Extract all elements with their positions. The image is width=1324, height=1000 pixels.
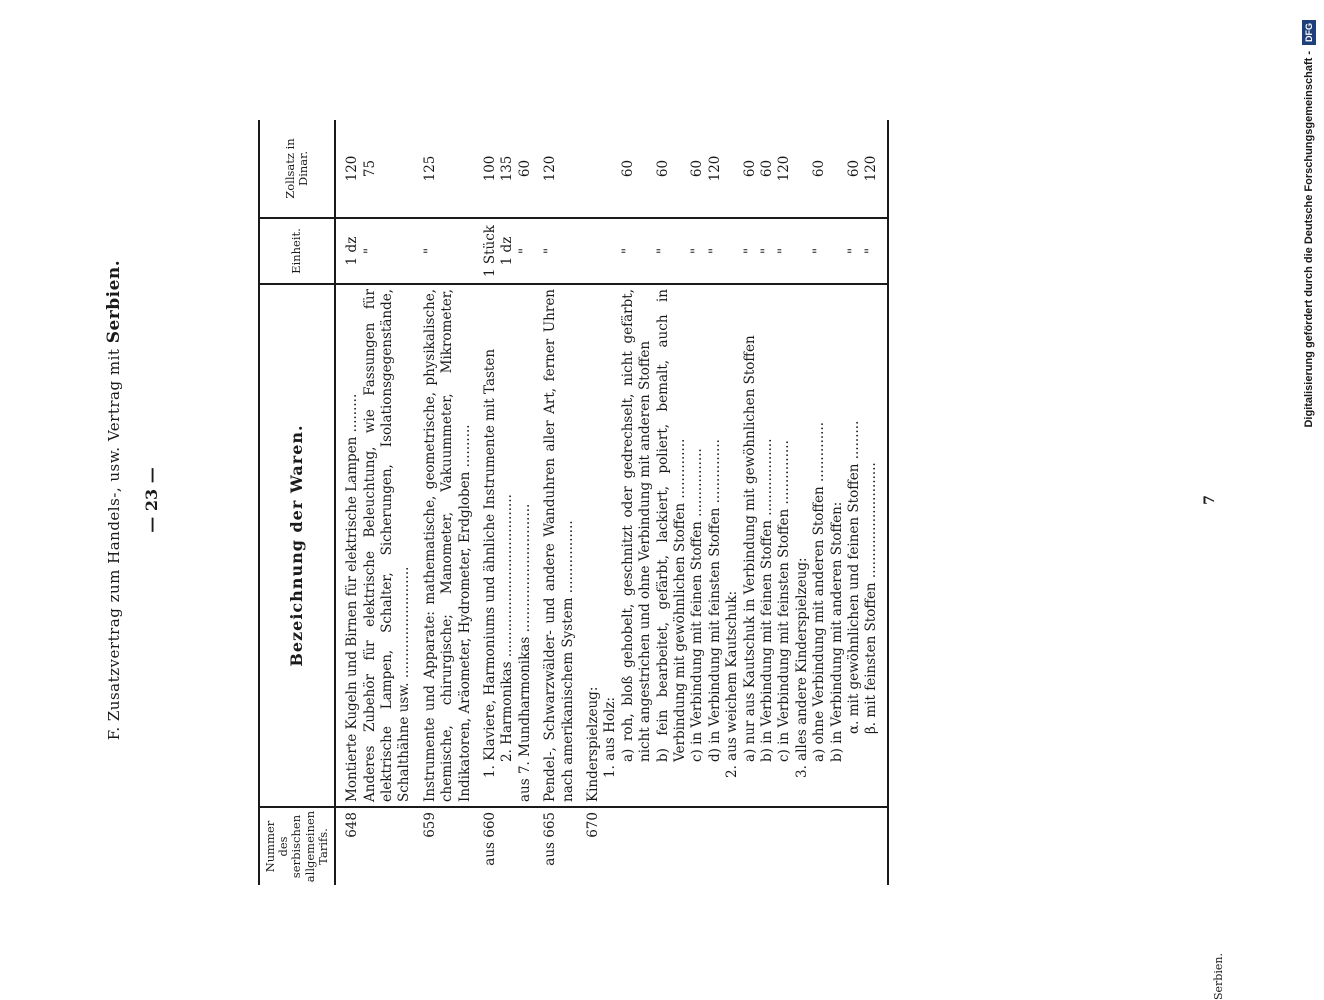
duty-rate-cell: 135 [499, 155, 516, 182]
unit-cell [794, 218, 811, 284]
goods-description-cell: 3. alles andere Kinderspielzeug: [794, 284, 811, 807]
tariff-number-cell [655, 807, 690, 885]
duty-rate-cell: 100 [481, 155, 498, 182]
tariff-number-cell [776, 807, 793, 885]
digitization-note: Digitalisierung gefördert durch die Deutsche Forschungsgemeinschaft - [1303, 51, 1315, 428]
goods-description-cell: b) in Verbindung mit feinen Stoffen .................. [759, 284, 776, 807]
duty-rate-cell: 120 [863, 155, 880, 182]
table-header-row [259, 120, 335, 885]
header-goods-description: Bezeichnung der Waren. [259, 284, 335, 807]
duty-rate-cell: 75 [361, 159, 378, 178]
table-row [707, 120, 724, 885]
tariff-number-cell [829, 807, 846, 885]
unit-cell: " [534, 218, 577, 284]
goods-description-cell: Montierte Kugeln und Birnen für elektrische Lampen ......... [335, 284, 361, 807]
goods-description-cell: Pendel-, Schwarzwälder- und andere Wanduhren aller Art, ferner Uhren nach amerikanischem System ................. [534, 284, 577, 807]
header-unit: Einheit. [259, 218, 335, 284]
duty-rate-cell: 120 [776, 155, 793, 182]
tariff-number-cell [794, 807, 811, 885]
tariff-number-cell [517, 807, 534, 885]
duty-rate-cell [602, 120, 619, 218]
table-row [846, 120, 863, 885]
unit-cell: " [776, 218, 793, 284]
duty-rate-cell: 120 [706, 155, 723, 182]
goods-description-cell: 2. Harmonikas ...................................... [499, 284, 516, 807]
table-row [689, 120, 706, 885]
duty-rate-cell: 60 [516, 159, 533, 178]
goods-description-cell: Kinderspielzeug: [577, 284, 602, 807]
tariff-number-cell [362, 807, 414, 885]
unit-cell: " [414, 218, 474, 284]
tariff-number-cell [689, 807, 706, 885]
tariff-number-cell: aus 660 [474, 807, 499, 885]
table-end-rule-cell [881, 284, 888, 807]
unit-cell [602, 218, 619, 284]
header-tariff-number: Nummer des serbischen allgemeinen Tarifs. [259, 807, 335, 885]
table-row [742, 120, 759, 885]
table-row [794, 120, 811, 885]
duty-rate-cell: 60 [654, 159, 671, 178]
tariff-number-cell [707, 807, 724, 885]
tariff-number-cell [724, 807, 741, 885]
goods-description-cell: d) in Verbindung mit feinsten Stoffen ............... [707, 284, 724, 807]
unit-cell: " [759, 218, 776, 284]
tariff-number-cell: 648 [335, 807, 361, 885]
unit-cell: " [742, 218, 759, 284]
tariff-number-cell [759, 807, 776, 885]
duty-rate-cell: 120 [542, 155, 559, 182]
footer-country: Serbien. [1212, 953, 1225, 1000]
unit-cell: " [863, 218, 880, 284]
duty-rate-cell [724, 120, 741, 218]
running-title-country: Serbien. [104, 259, 124, 344]
table-row [474, 120, 499, 885]
table-row [517, 120, 534, 885]
table-row [534, 120, 577, 885]
table-end-rule-cell [881, 807, 888, 885]
goods-description-cell: c) in Verbindung mit feinsten Stoffen ............... [776, 284, 793, 807]
unit-cell: " [846, 218, 863, 284]
goods-description-cell: β. mit feinsten Stoffen ........................... [863, 284, 880, 807]
goods-description-cell: 1. Klaviere, Harmoniums und ähnliche Instrumente mit Tasten [474, 284, 499, 807]
goods-description-cell: aus 7. Mundharmonikas .............................. [517, 284, 534, 807]
page-number: — 23 — [142, 467, 161, 533]
table-row [414, 120, 474, 885]
tariff-number-cell: 670 [577, 807, 602, 885]
goods-description-cell: 2. aus weichem Kautschuk: [724, 284, 741, 807]
table-row [724, 120, 741, 885]
duty-rate-cell: 60 [689, 159, 706, 178]
table-row [362, 120, 414, 885]
tariff-table-body [335, 120, 888, 885]
duty-rate-cell [794, 120, 811, 218]
unit-cell: " [689, 218, 706, 284]
header-duty-rate: Zollsatz in Dinar. [259, 120, 335, 218]
tariff-number-cell: aus 665 [534, 807, 577, 885]
digitization-credit [1295, 0, 1323, 1000]
unit-cell: 1 dz [335, 218, 361, 284]
tariff-number-cell [602, 807, 619, 885]
tariff-number-cell [499, 807, 516, 885]
goods-description-cell: Instrumente und Apparate: mathematische, geometrische, physikalische, chemische, chirurgische; Manometer, Vakuummeter, Mikrometer, Indikatoren, Aräometer, Hydrometer, Erdgloben .......... [414, 284, 474, 807]
footer-signature-mark: 7 [1202, 495, 1218, 505]
goods-description-cell: a) nur aus Kautschuk in Verbindung mit gewöhnlichen Stoffen [742, 284, 759, 807]
tariff-table [258, 120, 889, 885]
duty-rate-cell [829, 120, 846, 218]
table-end-rule [881, 120, 888, 885]
duty-rate-cell: 60 [846, 159, 863, 178]
duty-rate-cell [577, 120, 602, 218]
goods-description-cell: a) roh, bloß gehobelt, geschnitzt oder gedrechselt, nicht gefärbt, nicht angestrichen und ohne Verbindung mit anderen Stoffen [620, 284, 655, 807]
unit-cell: " [362, 218, 414, 284]
table-row [811, 120, 828, 885]
unit-cell: 1 Stück [474, 218, 499, 284]
tariff-number-cell [811, 807, 828, 885]
tariff-number-cell [846, 807, 863, 885]
unit-cell: " [811, 218, 828, 284]
table-row [602, 120, 619, 885]
unit-cell: " [620, 218, 655, 284]
goods-description-cell: Anderes Zubehör für elektrische Beleuchtung, wie Fassungen für elektrische Lampen, Schalter, Sicherungen, Isolationsgegenstände, Schalthähne usw. .......................... [362, 284, 414, 807]
tariff-number-cell: 659 [414, 807, 474, 885]
unit-cell: " [517, 218, 534, 284]
goods-description-cell: a) ohne Verbindung mit anderen Stoffen .............. [811, 284, 828, 807]
table-row [335, 120, 361, 885]
table-row [620, 120, 655, 885]
duty-rate-cell: 120 [344, 155, 361, 182]
duty-rate-cell: 60 [811, 159, 828, 178]
table-row [776, 120, 793, 885]
goods-description-cell: 1. aus Holz: [602, 284, 619, 807]
table-row [759, 120, 776, 885]
unit-cell: " [707, 218, 724, 284]
table-row [499, 120, 516, 885]
goods-description-cell: b) in Verbindung mit anderen Stoffen: [829, 284, 846, 807]
unit-cell [577, 218, 602, 284]
dfg-logo: DFG [1302, 20, 1316, 45]
duty-rate-cell: 125 [421, 155, 438, 182]
running-header [104, 0, 124, 1000]
unit-cell: " [655, 218, 690, 284]
duty-rate-cell: 60 [619, 159, 636, 178]
table-row [863, 120, 880, 885]
unit-cell: 1 dz [499, 218, 516, 284]
duty-rate-cell: 60 [759, 159, 776, 178]
running-title: F. Zusatzvertrag zum Handels-, usw. Vertrag mit [105, 348, 123, 741]
goods-description-cell: c) in Verbindung mit feinen Stoffen ................ [689, 284, 706, 807]
tariff-number-cell [863, 807, 880, 885]
table-row [577, 120, 602, 885]
table-row [655, 120, 690, 885]
unit-cell [724, 218, 741, 284]
tariff-number-cell [620, 807, 655, 885]
goods-description-cell: α. mit gewöhnlichen und feinen Stoffen ......... [846, 284, 863, 807]
tariff-number-cell [742, 807, 759, 885]
table-row [829, 120, 846, 885]
table-end-rule-cell [881, 120, 888, 218]
duty-rate-cell: 60 [741, 159, 758, 178]
goods-description-cell: b) fein bearbeitet, gefärbt, lackiert, poliert, bemalt, auch in Verbindung mit gewöhnlichen Stoffen .............. [655, 284, 690, 807]
unit-cell [829, 218, 846, 284]
table-end-rule-cell [881, 218, 888, 284]
